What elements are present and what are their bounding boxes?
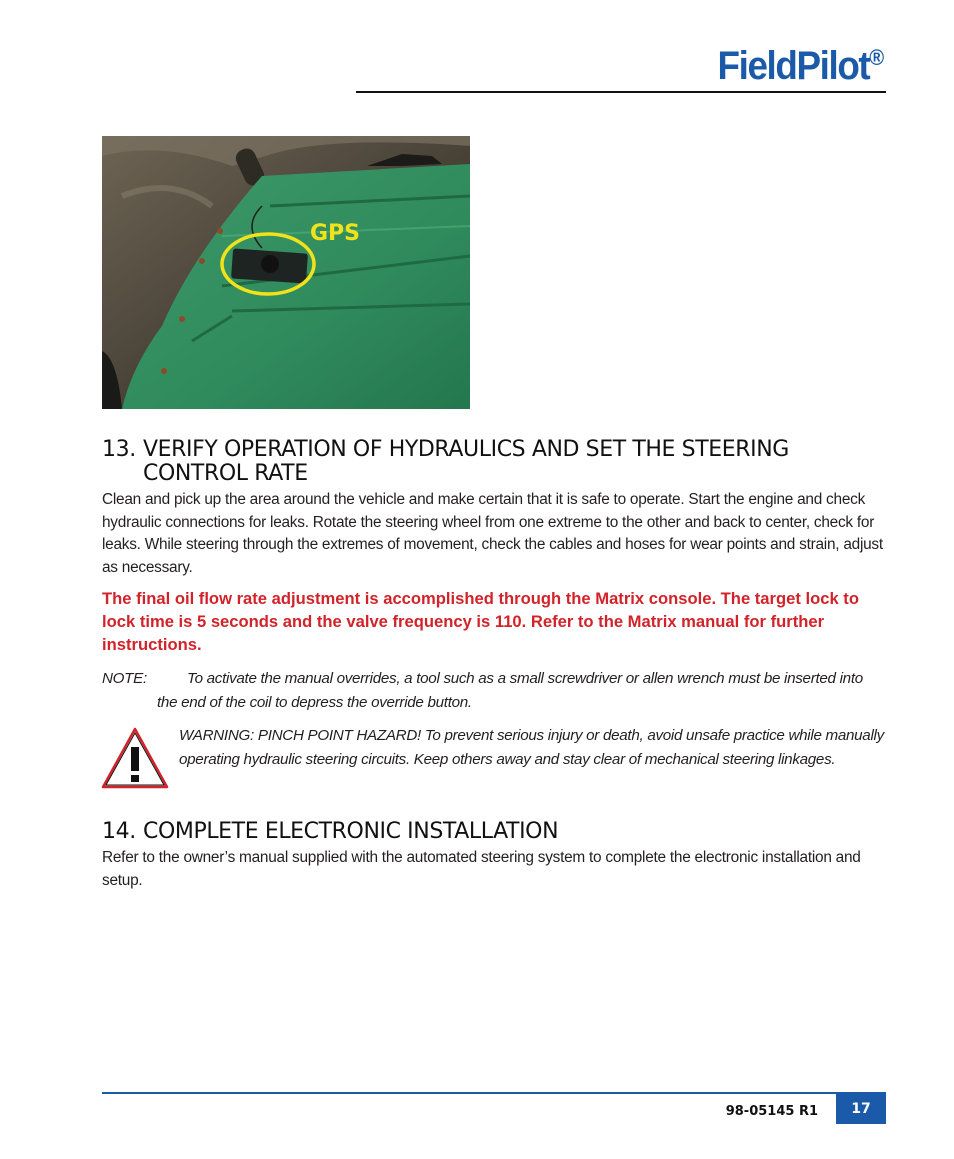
section-13-title-line1: VERIFY OPERATION OF HYDRAULICS AND SET THE STEERING	[143, 437, 789, 462]
section-13-number: 13.	[102, 437, 136, 462]
section-13-heading	[102, 438, 789, 486]
warning-text: WARNING: PINCH POINT HAZARD! To prevent serious injury or death, avoid unsafe practice while manually operating hydraulic steering circuits. Keep others away and stay clear of mechanical steering linkages.	[179, 727, 884, 769]
section-13-title-line2: CONTROL RATE	[143, 461, 308, 486]
section-14-number: 14.	[102, 819, 136, 844]
warning-triangle-icon	[101, 727, 169, 789]
note-block	[102, 667, 886, 715]
note-label: NOTE:	[102, 670, 147, 687]
header-rule	[356, 91, 886, 93]
note-line2: the end of the coil to depress the override button.	[157, 694, 472, 711]
section-13-body: Clean and pick up the area around the vehicle and make certain that it is safe to operate. Start the engine and check hydraulic connections for leaks. Rotate the steering wheel from one extreme to the other and back to center, check for leaks. While steering through the extremes of movement, check the cables and hoses for wear points and strain, adjust as necessary.	[102, 491, 883, 576]
gps-label: GPS	[310, 221, 361, 246]
important-notice: The final oil flow rate adjustment is accomplished through the Matrix console. The target lock to lock time is 5 seconds and the valve frequency is 110. Refer to the Matrix manual for further instructions.	[102, 589, 859, 654]
section-14-title: COMPLETE ELECTRONIC INSTALLATION	[143, 819, 559, 844]
brand-name: FieldPilot	[717, 44, 870, 88]
section-14-heading	[102, 820, 558, 844]
footer-rule	[102, 1092, 886, 1094]
page-number: 17	[836, 1094, 886, 1124]
registered-mark: ®	[869, 45, 884, 70]
gps-photo	[102, 136, 470, 409]
brand-logo	[717, 44, 884, 89]
tractor-roof-image	[102, 136, 470, 409]
document-number: 98-05145 R1	[725, 1104, 818, 1119]
section-14-body: Refer to the owner’s manual supplied with the automated steering system to complete the electronic installation and setup.	[102, 849, 861, 889]
note-line1: To activate the manual overrides, a tool such as a small screwdriver or allen wrench must be inserted into	[187, 670, 863, 687]
